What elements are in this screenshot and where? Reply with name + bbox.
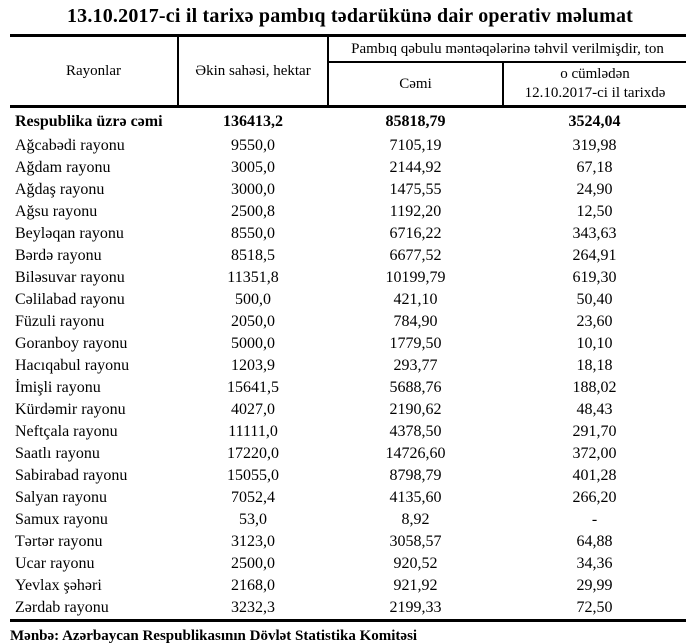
total-value-cell: 921,92 [393, 577, 438, 594]
area-value-cell: 2050,0 [231, 313, 275, 330]
daily-value-cell: 67,18 [576, 159, 613, 176]
total-value-cell: 7105,19 [389, 137, 442, 154]
table-row [10, 421, 686, 443]
region-name-cell: Füzuli rayonu [15, 313, 105, 330]
table-row [10, 509, 686, 531]
daily-value-cell: - [591, 511, 598, 528]
area-value-cell: 4027,0 [231, 401, 275, 418]
region-name-cell: Sabirabad rayonu [15, 467, 128, 484]
total-value-cell: 1475,55 [389, 181, 442, 198]
area-value-cell: 17220,0 [227, 445, 279, 462]
table-row [10, 377, 686, 399]
area-value-cell: 11351,8 [227, 269, 279, 286]
total-value-cell: 8,92 [401, 511, 430, 528]
total-value-cell: 14726,60 [385, 445, 446, 462]
daily-value-cell: 372,00 [572, 445, 617, 462]
table-row [10, 311, 686, 333]
table-body [10, 107, 686, 621]
area-value-cell: 3123,0 [231, 533, 275, 550]
total-value-cell: 1192,20 [389, 203, 442, 220]
total-value-cell: 4378,50 [389, 423, 442, 440]
area-value-cell: 9550,0 [231, 137, 275, 154]
area-value-cell: 2500,0 [231, 555, 275, 572]
daily-value-cell: 18,18 [576, 357, 613, 374]
daily-value-cell: 401,28 [572, 467, 617, 484]
region-name-cell: Hacıqabul rayonu [15, 357, 130, 374]
region-name-cell: Tərtər rayonu [15, 533, 103, 550]
region-name-cell: Ağsu rayonu [15, 203, 98, 220]
daily-value-cell: 10,10 [576, 335, 613, 352]
daily-value-cell: 291,70 [572, 423, 617, 440]
header-ekin-sahesi: Əkin sahəsi, hektar [178, 36, 328, 107]
total-value-cell: 920,52 [393, 555, 438, 572]
area-value-cell: 7052,4 [231, 489, 275, 506]
daily-value-cell: 319,98 [572, 137, 617, 154]
region-name-cell: Neftçala rayonu [15, 423, 118, 440]
table-row [10, 201, 686, 223]
region-name-cell: Bərdə rayonu [15, 247, 102, 264]
region-name-cell: Biləsuvar rayonu [15, 269, 125, 286]
table-row [10, 289, 686, 311]
table-row [10, 487, 686, 509]
area-value-cell: 2500,8 [231, 203, 275, 220]
header-o-cumleden-line1: o cümlədən [560, 66, 630, 83]
total-value-cell: 293,77 [393, 357, 438, 374]
area-value-cell: 3005,0 [231, 159, 275, 176]
area-value-cell: 3232,3 [231, 599, 275, 616]
table-row [10, 553, 686, 575]
daily-value-cell: 12,50 [576, 203, 613, 220]
table-row [10, 135, 686, 157]
header-rayonlar: Rayonlar [10, 36, 178, 107]
daily-value-cell: 23,60 [576, 313, 613, 330]
region-name-cell: Yevlax şəhəri [15, 577, 102, 594]
daily-value-cell: 48,43 [576, 401, 613, 418]
total-value-cell: 3058,57 [389, 533, 442, 550]
total-row-area: 136413,2 [223, 112, 283, 130]
area-value-cell: 500,0 [235, 291, 271, 308]
table-row [10, 465, 686, 487]
table-row [10, 223, 686, 245]
total-value-cell: 5688,76 [389, 379, 442, 396]
area-value-cell: 1203,9 [231, 357, 275, 374]
daily-value-cell: 266,20 [572, 489, 617, 506]
region-name-cell: İmişli rayonu [15, 379, 101, 396]
header-o-cumleden-line2: 12.10.2017-ci il tarixdə [524, 85, 666, 101]
daily-value-cell: 34,36 [576, 555, 613, 572]
daily-value-cell: 264,91 [572, 247, 617, 264]
total-value-cell: 2199,33 [389, 599, 442, 616]
table-row [10, 179, 686, 201]
area-value-cell: 53,0 [239, 511, 267, 528]
table-row [10, 157, 686, 179]
daily-value-cell: 50,40 [576, 291, 613, 308]
area-value-cell: 8550,0 [231, 225, 275, 242]
daily-value-cell: 619,30 [572, 269, 617, 286]
table-row [10, 597, 686, 621]
daily-value-cell: 24,90 [576, 181, 613, 198]
header-group-tehvil: Pambıq qəbulu məntəqələrinə təhvil verilmişdir, ton [328, 36, 686, 63]
area-value-cell: 15055,0 [227, 467, 279, 484]
total-value-cell: 2190,62 [389, 401, 442, 418]
table-row [10, 267, 686, 289]
table-row [10, 355, 686, 377]
table-row [10, 531, 686, 553]
table-row [10, 575, 686, 597]
region-name-cell: Saatlı rayonu [15, 445, 100, 462]
source-note: Mənbə: Azərbaycan Respublikasının Dövlət Statistika Komitəsi [10, 628, 418, 643]
total-value-cell: 4135,60 [389, 489, 442, 506]
region-name-cell: Goranboy rayonu [15, 335, 128, 352]
region-name-cell: Samux rayonu [15, 511, 108, 528]
area-value-cell: 15641,5 [227, 379, 279, 396]
total-row-label: Respublika üzrə cəmi [15, 112, 163, 130]
area-value-cell: 5000,0 [231, 335, 275, 352]
total-value-cell: 1779,50 [389, 335, 442, 352]
total-value-cell: 6716,22 [389, 225, 442, 242]
header-o-cumleden [503, 62, 686, 107]
table-row [10, 333, 686, 355]
report-title: 13.10.2017-ci il tarixə pambıq tədarükünə dair operativ məlumat [66, 5, 634, 27]
table-row [10, 245, 686, 267]
area-value-cell: 3000,0 [231, 181, 275, 198]
header-cemi: Cəmi [328, 62, 503, 107]
area-value-cell: 2168,0 [231, 577, 275, 594]
total-row [10, 107, 686, 136]
region-name-cell: Ağcabədi rayonu [15, 137, 125, 154]
total-value-cell: 10199,79 [385, 269, 446, 286]
region-name-cell: Zərdab rayonu [15, 599, 109, 616]
daily-value-cell: 64,88 [576, 533, 613, 550]
region-name-cell: Cəlilabad rayonu [15, 291, 125, 308]
daily-value-cell: 188,02 [572, 379, 617, 396]
table-header [10, 36, 686, 107]
table-row [10, 399, 686, 421]
total-row-daily: 3524,04 [568, 112, 621, 130]
total-value-cell: 2144,92 [389, 159, 442, 176]
region-name-cell: Ağdaş rayonu [15, 181, 105, 198]
daily-value-cell: 29,99 [576, 577, 613, 594]
region-name-cell: Ağdam rayonu [15, 159, 111, 176]
total-value-cell: 784,90 [393, 313, 438, 330]
table-row [10, 443, 686, 465]
region-name-cell: Kürdəmir rayonu [15, 401, 126, 418]
total-value-cell: 8798,79 [389, 467, 442, 484]
region-name-cell: Salyan rayonu [15, 489, 107, 506]
total-value-cell: 6677,52 [389, 247, 442, 264]
region-name-cell: Beyləqan rayonu [15, 225, 124, 242]
cotton-procurement-table [10, 34, 686, 622]
daily-value-cell: 72,50 [576, 599, 613, 616]
total-value-cell: 421,10 [393, 291, 438, 308]
total-row-total: 85818,79 [385, 112, 446, 130]
area-value-cell: 11111,0 [228, 423, 278, 440]
area-value-cell: 8518,5 [231, 247, 275, 264]
region-name-cell: Ucar rayonu [15, 555, 95, 572]
daily-value-cell: 343,63 [572, 225, 617, 242]
